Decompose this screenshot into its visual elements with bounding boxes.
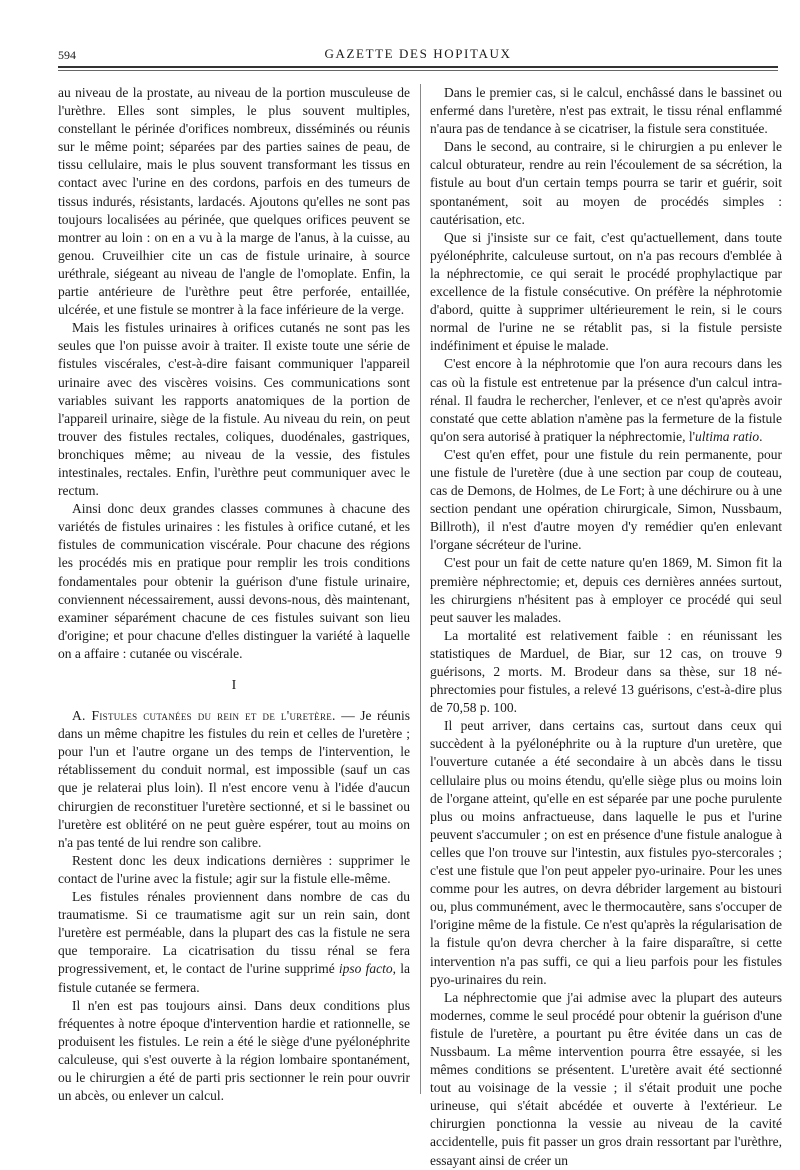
paragraph <box>430 355 782 445</box>
section-body: — Je réunis dans un même chapitre les fistules du rein et celles de l'uretère ; pour l'un et l'autre organe un des temps de l'intervention, le rétablissement du conduit normal, est impossible (sauf un cas que je relaterai plus loin). Il n'est encore venu à l'idée d'aucun chirurgien de reconstituer l'uretère sectionné, et si le bassinet ou l'uretère est oblitéré on ne peut guère espérer, tout au moins on n'a pas tenté de lui rendre son calibre. <box>58 708 410 850</box>
paragraph: La mortalité est relativement faible : en réunissant les statistiques de Marduel, de Biar, sur 12 cas, on trouve 9 guérisons, 2 morts. M. Brodeur dans sa thèse, sur 18 néphrectomies pour fistules, a relevé 13 guérisons, c'est-à-dire plus de 70,58 p. 100. <box>430 627 782 716</box>
paragraph: Que si j'insiste sur ce fait, c'est qu'actuellement, dans toute pyélonéphrite, calculeuse surtout, on n'a pas recours d'emblée à la néphrectomie, ce qui serait le procédé prophylactique par excellence de la fistule consécutive. On préfère la néphrotomie d'abord, quitte à supprimer ultérieurement le rein, si le cours normal de l'urine ne se rétablit pas, si la fistule persiste indéfiniment et épuise le malade. <box>430 229 782 354</box>
paragraph: Il peut arriver, dans certains cas, surtout dans ceux qui succèdent à la pyélonéphrite ou à la rupture d'un uretère, que l'ouverture cutanée a été secondaire à un abcès dans le tissu cellulaire plus ou moins étendu, qu'elle siège plus ou moins loin de l'organe atteint, qu'elle en est séparée par une poche purulente plus ou moins anfractueuse, dans laquelle le pus et l'urine peuvent s'accumuler ; on est en présence d'une fistule analogue à celles que l'on trouve sur l'intestin, aux fistules pyo-stercorales ; c'est une fistule que l'on peut appeler pyo-urinaire. Pour les unes comme pour les autres, on devra débrider largement au bistouri ou, plus communément, avec le thermocautère, sans s'occuper de l'origine même de la fistule. Ce n'est qu'après la régularisation de la fistule qu'on devra chercher à la faire disparaître, si cette intervention n'a pas suffi, ce qui a lieu parfois pour les fistules pyo-urinaires du rein. <box>430 718 782 987</box>
paragraph: Ainsi donc deux grandes classes communes à chacune des variétés de fistules urinaires : les fistules à orifice cutané, et les fistules de communication viscérale. Pour chacune des régions les procédés mis en pratique pour remplir les trois conditions fondamentales pour obtenir la guérison d'une fistule urinaire, conviennent nécessairement, aussi devons-nous, dès maintenant, examiner séparément chacune de ces fistules suivant son lieu d'origine; et pour chacune d'elles distinguer la variété à laquelle on a affaire : cutanée ou viscérale. <box>58 501 410 661</box>
paragraph: La néphrectomie que j'ai admise avec la plupart des auteurs modernes, comme le seul procédé pour obtenir la guérison d'une fistule de l'uretère, a pourtant pu être évitée dans un cas de Nussbaum. La même intervention pourra être essayée, si les mêmes conditions se présentent. L'uretère avait été sectionné tout au voisinage de la vessie ; il s'était produit une poche urineuse, qui s'était abcédée et ouverte à l'extérieur. Le chirurgien ponctionna la vessie au niveau de la cavité accidentelle, puis fit passer un gros drain ressortant par l'urèthre, essayant ainsi de créer un <box>430 989 782 1168</box>
paragraph: Il n'en est pas toujours ainsi. Dans deux conditions plus fréquentes à notre époque d'intervention hardie et rationnelle, se produisent les fistules. Le rein a été le siège d'une pyélonéphrite calculeuse, qui s'est ouverte à la région lombaire spontanément, ou le chirurgien a été de parti pris sectionner le rein pour ouvrir un abcès, ou enlever un calcul. <box>58 997 410 1104</box>
page-header <box>58 44 778 66</box>
italic-term: ultima ratio <box>695 428 760 444</box>
paragraph <box>58 888 410 997</box>
section-paragraph <box>58 707 410 852</box>
left-column <box>58 84 410 1105</box>
paragraph: Restent donc les deux indications dernières : supprimer le contact de l'urine avec la fistule; agir sur la fistule elle-même. <box>58 852 410 886</box>
paragraph: C'est pour un fait de cette nature qu'en 1869, M. Simon fit la première néphrectomie; et, depuis ces dernières années surtout, les chirurgiens n'hésitent pas à employer ce procédé qui seul peut sauver les malades. <box>430 555 782 625</box>
section-number: I <box>231 678 237 693</box>
journal-title: GAZETTE DES HOPITAUX <box>324 46 512 61</box>
header-rule <box>58 66 778 68</box>
paragraph: au niveau de la prostate, au niveau de la portion musculeuse de l'urèthre. Elles sont simples, le plus souvent multiples, constellant le périnée d'orifices nombreux, disséminés ou réunis sur le même point; séparées par des parties saines de peau, de tissu cellulaire, mais le plus souvent transformant les tissus en contact avec l'urine en des cordons, parfois en des tumeurs de tissus indurés, résistants, lardacés. Ajoutons qu'elles ne sont pas toujours localisées au périnée, que quelques orifices peuvent se montrer au loin : on en a vu à la marge de l'anus, à la cuisse, au genou. Cruveilhier cite un cas de fistule urinaire, à source uréthrale, siégeant au niveau de l'angle de l'omoplate. Enfin, la partie antérieure de l'urèthre peut être perforée, entaillée, ulcérée, et une fistule se montrer à la face inférieure de la verge. <box>58 85 410 318</box>
text-run: , la fistule cutanée se fermera. <box>58 961 410 995</box>
section-heading: A. Fistules cutanées du rein et de l'uretère. <box>72 708 336 724</box>
page-number: 594 <box>58 48 76 62</box>
text-run: C'est encore à la néphrotomie que l'on aura recours dans les cas où la fistule est entretenue par la présence d'un calcul intra-rénal. Il faudra le rechercher, l'enlever, et ce n'est qu'après avoir constaté que cette ablation n'amène pas la fermeture de la fistule qu'on sera autorisé à pratiquer la néphrectomie, l' <box>430 356 782 444</box>
paragraph: Dans le second, au contraire, si le chirurgien a pu enlever le calcul obturateur, rendre au rein l'écoulement de sa sécrétion, la fistule au bout d'un certain temps pourra se tarir et guérir, soit spontanément, soit au moyen de procédés simples : cautérisation, etc. <box>430 139 782 227</box>
paragraph: Dans le premier cas, si le calcul, enchâssé dans le bassinet ou enfermé dans l'uretère, n'est pas extrait, le tissu rénal enflammé n'aura pas de tendance à se cicatriser, la fistule sera constituée. <box>430 85 782 137</box>
right-column <box>430 84 782 1170</box>
italic-term: ipso facto <box>338 961 393 977</box>
text-run: . <box>759 428 763 444</box>
paragraph: Mais les fistules urinaires à orifices cutanés ne sont pas les seules que l'on puisse avoir à traiter. Il existe toute une série de fistules viscérales, c'est-à-dire faisant communiquer l'appareil urinaire avec des viscères voisins. Ces communications sont variables suivant les rapports anatomiques de la portion de l'appareil urinaire, siège de la fistule. Au niveau du rein, on peut trouver des fistules rectales, coliques, duodénales, gastriques, bronchiques même; au niveau de la vessie, des fistules intestinales, rectales. Enfin, l'urèthre peut communiquer avec le rectum. <box>58 320 410 499</box>
column-divider <box>420 84 421 1094</box>
header-rule-thin <box>58 70 778 71</box>
paragraph: C'est qu'en effet, pour une fistule du rein permanente, pour une fistule de l'uretère (due à une section par coup de couteau, cas de Demons, de Holmes, de Le Fort; à une déchirure ou à une section pendant une opération chirurgicale, Simon, Nussbaum, Billroth), il n'est d'autre moyen d'y remédier qu'en enlevant l'organe sécréteur de l'urine. <box>430 446 782 553</box>
text-run: Les fistules rénales proviennent dans nombre de cas du traumatisme. Si ce traumatisme agit sur un rein sain, dont l'uretère est perméable, dans la plupart des cas la fistule ne sera que temporaire. La cicatrisation du tissu rénal se fera progressivement, et, le contact de l'urine supprimé <box>58 889 410 977</box>
